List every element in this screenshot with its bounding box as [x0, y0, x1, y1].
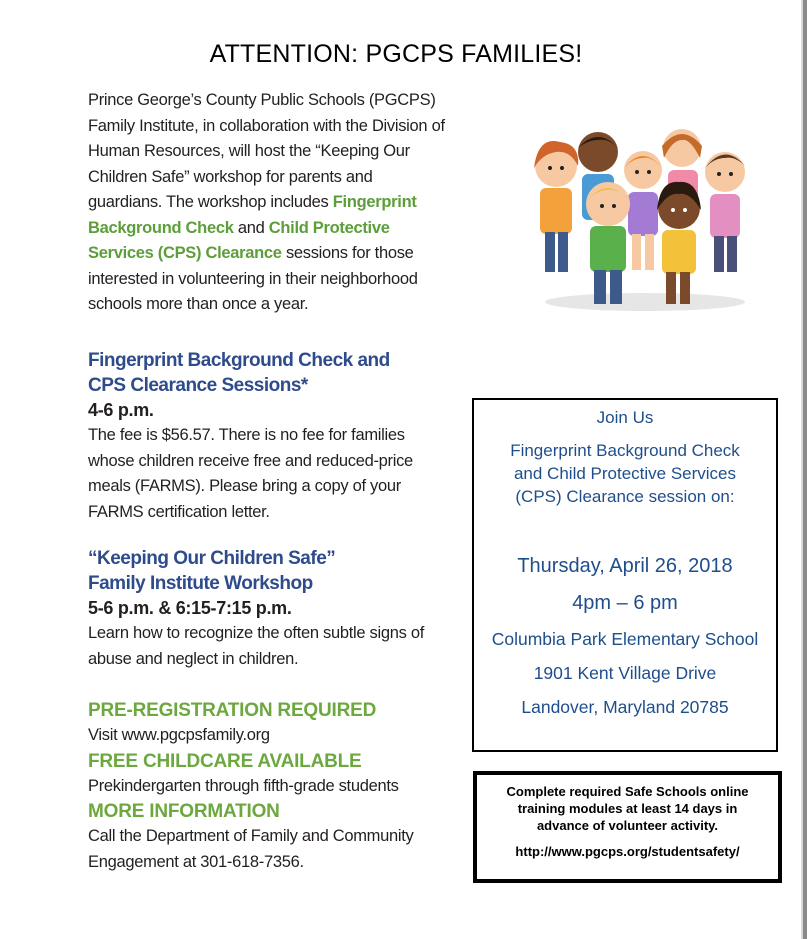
workshop-heading-line1: “Keeping Our Children Safe” — [88, 548, 336, 569]
event-details-box — [472, 398, 778, 752]
notice-line3: advance of volunteer activity. — [536, 818, 719, 833]
join-us-label: Join Us — [596, 408, 654, 427]
fingerprint-body: The fee is $56.57. There is no fee for families whose children receive free and reduced-price meals (FARMS). Please bring a copy of your FARMS certification letter. — [88, 426, 413, 521]
childcare-text: Prekindergarten through fifth-grade students — [88, 776, 399, 795]
event-street: 1901 Kent Village Drive — [533, 663, 717, 683]
fingerprint-heading-line1: Fingerprint Background Check and — [88, 350, 390, 371]
workshop-section — [88, 546, 448, 672]
preregistration-heading: PRE-REGISTRATION REQUIRED — [88, 700, 377, 721]
session-line2: and Child Protective Services — [513, 464, 737, 483]
page-edge — [803, 0, 807, 939]
training-notice-box — [473, 771, 782, 883]
event-date: Thursday, April 26, 2018 — [517, 555, 733, 577]
session-line1: Fingerprint Background Check — [510, 441, 740, 460]
notice-line1: Complete required Safe Schools online — [506, 784, 749, 799]
childcare-heading: FREE CHILDCARE AVAILABLE — [88, 750, 362, 772]
fingerprint-time: 4-6 p.m. — [88, 400, 154, 420]
preregistration-text: Visit www.pgcpsfamily.org — [88, 726, 270, 744]
workshop-heading-line2: Family Institute Workshop — [88, 573, 313, 594]
notice-url[interactable]: http://www.pgcps.org/studentsafety/ — [515, 844, 740, 859]
fingerprint-section — [88, 348, 448, 525]
workshop-time: 5-6 p.m. & 6:15-7:15 p.m. — [88, 598, 292, 618]
notice-line2: training modules at least 14 days in — [517, 801, 738, 816]
intro-text-2: and — [233, 218, 269, 237]
fingerprint-highlight: Fingerprint Background Check — [88, 193, 417, 237]
cps-highlight: Child Protective Services (CPS) Clearance — [88, 218, 390, 262]
registration-section — [88, 698, 448, 875]
more-info-text: Call the Department of Family and Community Engagement at 301-618-7356. — [88, 827, 414, 871]
intro-paragraph — [88, 88, 448, 318]
fingerprint-heading-line2: CPS Clearance Sessions* — [88, 375, 308, 396]
children-illustration — [530, 118, 760, 314]
intro-text-1: Prince George’s County Public Schools (PGCPS) Family Institute, in collaboration with the Division of Human Resources, will host the “Keeping Our Children Safe” workshop for parents and guardians. The workshop includes — [88, 91, 445, 211]
more-info-heading: MORE INFORMATION — [88, 801, 280, 822]
workshop-body: Learn how to recognize the often subtle signs of abuse and neglect in children. — [88, 624, 424, 668]
event-time: 4pm – 6 pm — [572, 592, 678, 614]
page-title: ATTENTION: PGCPS FAMILIES! — [209, 40, 583, 68]
session-line3: (CPS) Clearance session on: — [515, 487, 735, 506]
event-city: Landover, Maryland 20785 — [521, 697, 729, 717]
event-school: Columbia Park Elementary School — [491, 629, 759, 649]
intro-text-3: sessions for those interested in volunteering in their neighborhood schools more than once a year. — [88, 244, 418, 313]
